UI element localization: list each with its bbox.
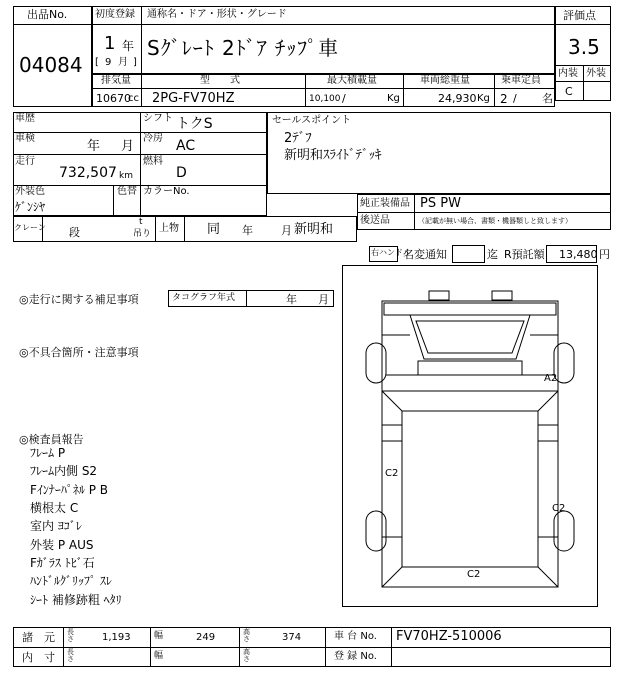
reg-month-unit: 月 [118,57,128,68]
shift-label: シフト [143,113,173,124]
mileage-unit: km [119,171,133,181]
inspector-item: ｼｰﾄ 補修跡粗 ﾍﾀﾘ [30,593,122,607]
tachograph-label: タコグラフ年式 [172,293,236,303]
truck-diagram [342,265,598,607]
recycle-label: R預託額 [504,248,545,261]
rear-left-wheel-icon [366,511,386,551]
body-label: 上物 [159,223,179,234]
capacity-slash: / [342,92,346,105]
recycle-amount: 13,480 [559,248,598,261]
exterior-color-value: ｹﾞﾝｼﾔ [15,200,46,214]
inspection-month-unit: 月 [121,139,135,154]
sales-point-label: セールスポイント [272,115,352,126]
exterior-color-label: 外装色 [15,186,45,197]
inspector-item: 横根太 C [30,501,79,515]
inspector-item: 室内 ﾖｺﾞﾚ [30,519,82,533]
height-value: 374 [282,632,302,643]
displacement-label: 排気量 [101,75,131,86]
inspector-item: Fｲﾝﾅｰﾊﾟﾈﾙ P B [30,483,109,497]
passengers-label: 乗車定員 [501,75,541,86]
damage-mark-right: C2 [552,503,566,514]
tachograph-month-unit: 月 [318,293,329,306]
damage-mark-front-right: A2 [544,373,558,384]
body-year-unit: 年 [242,224,253,237]
passengers-unit: 名 [542,92,553,105]
inspection-year-unit: 年 [87,139,101,154]
mileage-label: 走行 [15,156,35,167]
score-value: 3.5 [568,35,600,59]
yen-unit: 円 [599,248,610,261]
interior-width-label: 幅 [154,651,164,661]
fuel-value: D [176,165,187,181]
first-reg-label: 初度登録 [95,9,135,20]
genuine-equipment-value: PS PW [420,196,461,211]
model-label: 型 式 [200,75,240,86]
lot-label: 出品No. [27,8,68,21]
width-label: 幅 [154,631,164,641]
interior-grade: C [565,85,573,98]
length-label: 長さ [67,628,74,644]
rear-right-wheel-icon [554,511,574,551]
name-change-label: 名変通知 [403,248,447,261]
dims-label: 諸 元 [22,631,55,644]
left-mirror-icon [429,291,449,300]
driving-notes-label: ◎走行に関する補足事項 [19,293,139,306]
inspector-item: ﾊﾝﾄﾞﾙｸﾞﾘｯﾌﾟ ｽﾚ [30,574,112,588]
inspection-label: 車検 [15,133,35,144]
front-left-wheel-icon [366,343,386,383]
gross-weight-unit: Kg [477,93,490,104]
lot-number: 04084 [19,53,83,77]
inspector-item: Fｶﾞﾗｽ ﾄﾋﾞ石 [30,556,95,570]
passengers-slash: / [513,92,517,105]
reg-month-open: [ [95,57,99,68]
inspector-item: ﾌﾚｰﾑ P [30,446,66,460]
crane-ton-unit: t [139,217,143,227]
damage-mark-rear: C2 [467,569,481,580]
crane-label: クレーン [14,223,46,232]
registration-label: 登 録 No. [334,651,377,662]
displacement-unit: cc [128,93,139,104]
chassis-label: 車 台 No. [334,631,377,642]
passengers-value: 2 [500,92,508,106]
capacity-unit: Kg [387,93,400,104]
width-value: 249 [196,632,216,643]
gross-weight-label: 車両総重量 [420,75,470,86]
height-label: 高さ [243,628,250,644]
interior-height-label: 高さ [243,648,250,664]
displacement-value: 10670 [96,92,131,105]
deadline-label: 迄 [487,248,498,261]
capacity-value: 10,100 [309,94,341,104]
capacity-label: 最大積載量 [327,75,377,86]
interior-length-label: 長さ [67,648,74,664]
exterior-grade-label: 外装 [586,68,606,79]
damage-mark-left: C2 [385,468,399,479]
score-label: 評価点 [563,9,596,22]
inspector-item: 外装 P AUS [30,538,94,552]
chassis-value: FV70HZ-510006 [396,629,502,644]
crane-lift-unit: 吊り [133,229,152,239]
sales-point-line1: 2ﾃﾞﾌ [284,131,312,146]
genuine-equipment-label: 純正装備品 [360,198,410,209]
color-change-label: 色替 [117,186,137,197]
shift-value: トクS [176,116,213,132]
length-value: 1,193 [102,632,131,643]
gross-weight-value: 24,930 [438,92,477,105]
defects-label: ◎不具合箇所・注意事項 [19,346,139,359]
aftermarket-note: （記載が無い場合、書類・機器類しと致します） [418,217,572,225]
inspector-report-label: ◎検査員報告 [19,433,84,446]
reg-month-close: ] [133,57,137,68]
body-same: 同 [207,222,221,237]
mileage-value: 732,507 [59,165,117,181]
history-label: 車歴 [15,113,35,124]
reg-year: 1 [104,33,116,54]
interior-dims-label: 内 寸 [22,651,55,664]
reg-year-unit: 年 [122,39,135,53]
body-month-unit: 月 [281,224,292,237]
crane-stage-unit: 段 [69,226,80,239]
ac-value: AC [176,138,196,154]
aftermarket-label: 後送品 [360,215,390,226]
cargo-bed-outline [382,391,558,587]
sales-point-line2: 新明和ｽﾗｲﾄﾞﾃﾞｯｷ [284,148,382,163]
inspector-item: ﾌﾚｰﾑ内側 S2 [30,464,98,478]
fuel-label: 燃料 [143,156,163,167]
model-value: 2PG-FV70HZ [152,91,235,106]
name-change-date-box [452,245,485,263]
ac-label: 冷房 [143,133,163,144]
right-handle-label: 右ハンドル [371,248,411,257]
body-maker: 新明和 [294,222,334,237]
color-no-label: カラーNo. [143,186,190,197]
tachograph-year-unit: 年 [286,293,297,306]
vehicle-name-label: 通称名・ドア・形状・グレード [147,9,287,20]
interior-grade-label: 内装 [558,68,578,79]
vehicle-name: Sｸﾞﾚｰﾄ 2ﾄﾞｱ ﾁｯﾌﾟ車 [147,36,340,60]
reg-month: 9 [105,57,112,68]
right-mirror-icon [492,291,512,300]
